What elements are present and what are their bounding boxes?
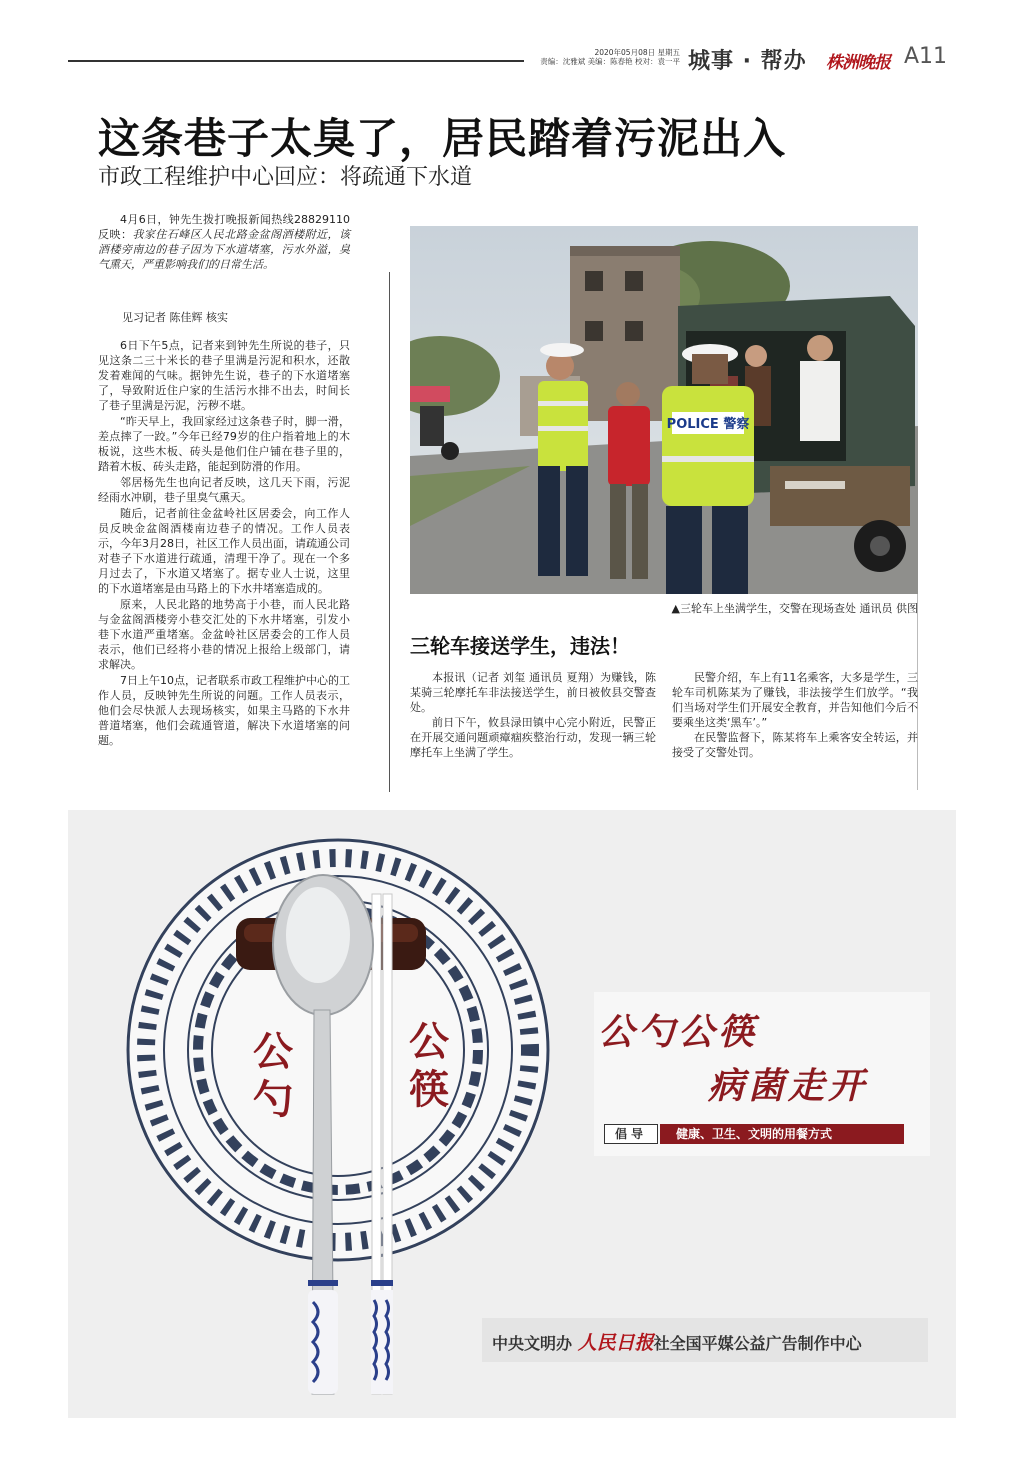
headline: 这条巷子太臭了，居民踏着污泥出入 — [98, 114, 787, 163]
lead-plain: 4月6日，钟先生拨打晚报新闻热线28829110反映： — [98, 213, 350, 241]
article-paragraph: 原来，人民北路的地势高于小巷，而人民北路与金盆阁酒楼旁小巷交汇处的下水井堵塞，引发小巷下水道严重堵塞。金盆岭社区居委会的工作人员表示，他们已经将小巷的情况上报给上级部门，请求解决。 — [98, 598, 350, 671]
reporter-credit: 见习记者 陈佳辉 核实 — [122, 311, 228, 324]
spoon-label: 公勺 — [253, 1028, 293, 1123]
sponsor-suffix: 社全国平媒公益广告制作中心 — [653, 1334, 862, 1353]
sponsor-logo: 人民日报 — [577, 1332, 654, 1354]
ad-slogan-line-2: 病菌走开 — [708, 1065, 869, 1107]
side-paragraph: 在民警监督下，陈某将车上乘客安全转运，并接受了交警处罚。 — [672, 731, 918, 759]
top-rule — [68, 60, 524, 62]
article-paragraph: 7日上午10点，记者联系市政工程维护中心的工作人员，反映钟先生所说的问题。工作人员表示，他们会尽快派人去现场核实，如果主马路的下水井普道堵塞，他们会疏通管道，解决下水道堵塞的问题。 — [98, 674, 350, 747]
photo-caption: ▲三轮车上坐满学生，交警在现场查处 通讯员 供图 — [671, 602, 918, 615]
photo-illustration — [410, 226, 918, 594]
section-name: 城事 · 帮办 — [688, 49, 807, 74]
ad-tag: 倡导 — [604, 1124, 658, 1144]
news-photo — [410, 226, 918, 594]
lead-italic: 我家住石峰区人民北路金盆阁酒楼附近，该酒楼旁南边的巷子因为下水道堵塞，污水外溢，臭气熏天，严重影响我们的日常生活。 — [98, 228, 351, 271]
main-article — [98, 338, 350, 749]
subheadline: 市政工程维护中心回应：将疏通下水道 — [98, 165, 473, 190]
sponsor-prefix: 中央文明办 — [492, 1334, 573, 1353]
page-number: A11 — [904, 44, 948, 69]
column-divider — [389, 272, 390, 792]
paper-logo: 株洲晚报 — [826, 53, 890, 73]
side-paragraph: 本报讯（记者 刘玺 通讯员 夏翔）为赚钱，陈某骑三轮摩托车非法接送学生，前日被攸县交警查处。 — [410, 671, 656, 714]
chopsticks-label: 公筷 — [409, 1018, 449, 1113]
article-paragraph: 6日下午5点，记者来到钟先生所说的巷子，只见这条二三十米长的巷子里满是污泥和积水，还散发着难闻的气味。据钟先生说，巷子的下水道堵塞了，导致附近住户家的生活污水排不出去，时间长了巷子里满是污泥，污秽不堪。 — [98, 339, 350, 412]
article-paragraph: 随后，记者前往金盆岭社区居委会，向工作人员反映金盆阁酒楼南边巷子的情况。工作人员表示，今年3月28日，社区工作人员出面，请疏通公司对巷子下水道进行疏通，清理干净了。现在一个多月过去了，下水道又堵塞了。据专业人士说，这里的下水道堵塞是由马路上的下水井堵塞造成的。 — [98, 507, 350, 595]
article-paragraph: 邻居杨先生也向记者反映，这几天下雨，污泥经雨水冲刷，巷子里臭气熏天。 — [98, 476, 350, 504]
ad-tag-text: 健康、卫生、文明的用餐方式 — [660, 1124, 904, 1144]
side-paragraph: 前日下午，攸县渌田镇中心完小附近，民警正在开展交通问题顽瘴痼疾整治行动，发现一辆三轮摩托车上坐满了学生。 — [410, 716, 656, 759]
main-lead — [98, 212, 350, 272]
side-story-col-1 — [410, 670, 656, 760]
ad-sponsor — [492, 1328, 862, 1355]
header-meta — [528, 48, 680, 66]
side-paragraph: 民警介绍，车上有11名乘客，大多是学生，三轮车司机陈某为了赚钱，非法接学生们放学。“我们当场对学生们开展安全教育，并告知他们今后不要乘坐这类‘黑车’。” — [672, 671, 918, 729]
ad-slogan-line-1: 公勺公筷 — [598, 1011, 759, 1053]
date-line: 2020年05月08日 星期五 — [594, 48, 680, 57]
editors-line: 责编：沈雅斌 美编：陈春艳 校对：袁一平 — [540, 57, 680, 66]
vest-text: POLICE 警察 — [666, 417, 750, 432]
side-story-col-2 — [672, 670, 918, 760]
article-paragraph: “昨天早上，我回家经过这条巷子时，脚一滑，差点摔了一跤。”今年已经79岁的住户指着地上的木板说，这些木板、砖头是他们住户铺在巷子里的，踏着木板、砖头走路，能起到防滑的作用。 — [98, 415, 350, 473]
side-story-title: 三轮车接送学生，违法！ — [410, 634, 630, 658]
